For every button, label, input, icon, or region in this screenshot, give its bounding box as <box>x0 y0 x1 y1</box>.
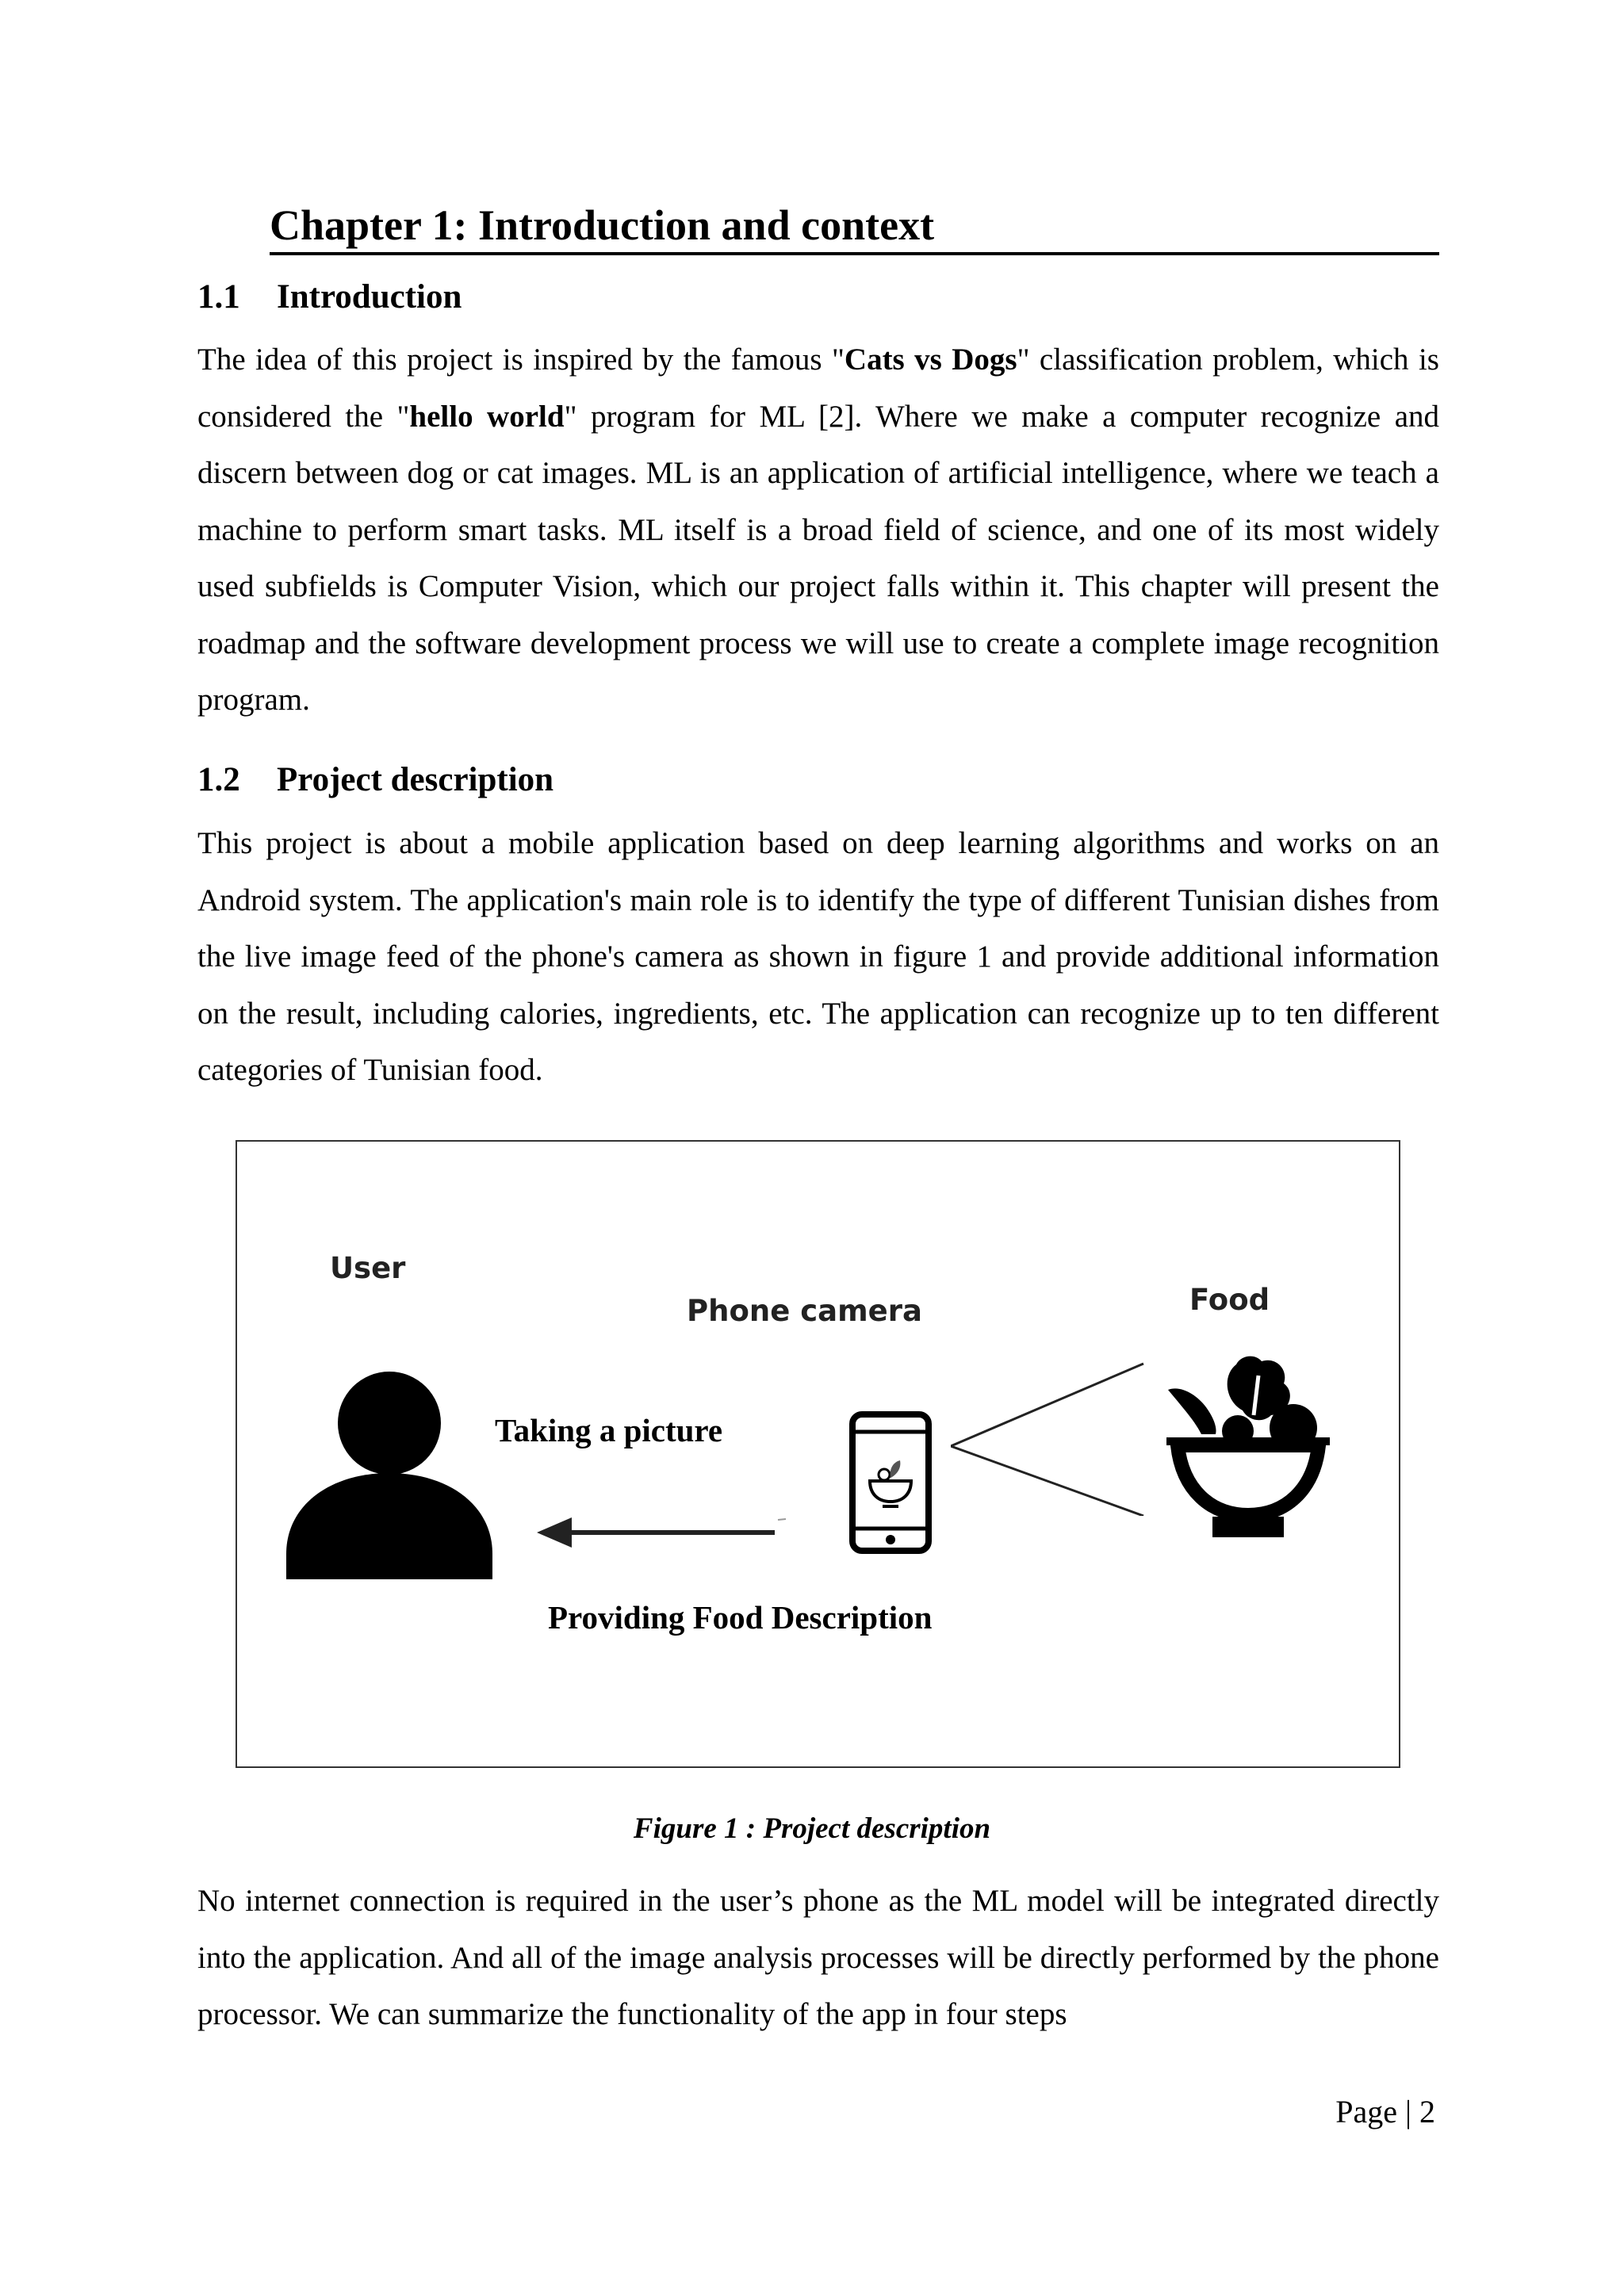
text-run: The idea of this project is inspired by the famous " <box>197 342 845 377</box>
arrow-left-icon <box>537 1513 806 1552</box>
taking-picture-label: Taking a picture <box>495 1412 723 1448</box>
user-icon <box>285 1372 499 1586</box>
phone-icon <box>848 1411 935 1554</box>
introduction-paragraph <box>197 331 1439 729</box>
bold-term: Cats vs Dogs <box>844 342 1017 377</box>
section-number: 1.1 <box>197 278 240 316</box>
text-run: " classification problem, which is considered the " <box>197 342 1439 434</box>
figure-diagram <box>236 1140 1400 1768</box>
food-bowl-icon <box>1157 1352 1339 1542</box>
section-heading-introduction <box>197 275 462 320</box>
user-label: User <box>330 1251 406 1285</box>
phone-camera-label: Phone camera <box>687 1294 922 1328</box>
providing-description-label: Providing Food Description <box>548 1599 933 1636</box>
text-run: " program for ML [2]. Where we make a computer recognize and discern between dog or cat images. ML is an application of artificial intelligence, where we teach a machine to perform smart tasks. ML itself is a broad field of science, and one of its most widely used subfields is Computer Vision, which our project falls within it. This chapter will present the roadmap and the software development process we will use to create a complete image recognition program. <box>197 399 1440 717</box>
figure-caption: Figure 1 : Project description <box>633 1812 991 1845</box>
chapter-underline <box>270 252 1439 255</box>
page-number: Page | 2 <box>1335 2094 1435 2130</box>
chapter-title: Chapter 1: Introduction and context <box>270 201 935 249</box>
section-title: Project description <box>277 761 554 798</box>
section-heading-project-description <box>197 758 553 802</box>
section-number: 1.2 <box>197 761 240 798</box>
section-title: Introduction <box>277 278 462 316</box>
project-description-paragraph: This project is about a mobile application based on deep learning algorithms and works on an Android system. The application's main role is to identify the type of different Tunisian dishes from the live image feed of the phone's camera as shown in figure 1 and provide additional information on the result, including calories, ingredients, etc. The application can recognize up to ten different categories of Tunisian food. <box>197 826 1439 1087</box>
food-label: Food <box>1189 1283 1270 1317</box>
closing-paragraph: No internet connection is required in the user’s phone as the ML model will be integrated directly into the application. And all of the image analysis processes will be directly performed by the phone processor. We can summarize the functionality of the app in four steps <box>197 1884 1439 2031</box>
bold-term: hello world <box>409 399 565 434</box>
